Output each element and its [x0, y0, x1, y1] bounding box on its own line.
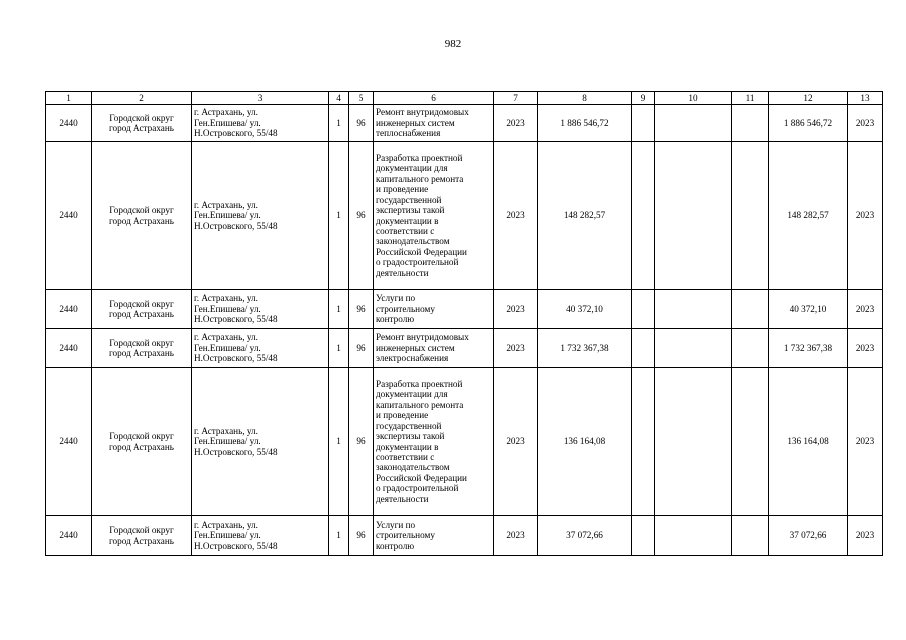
col11-cell	[732, 290, 769, 329]
address-text: г. Астрахань, ул. Ген.Епишева/ ул. Н.Островского, 55/48	[194, 332, 278, 364]
col9-cell	[632, 329, 655, 368]
col5-cell: 96	[349, 105, 374, 142]
code-cell: 2440	[46, 105, 92, 142]
address-cell	[192, 142, 329, 290]
work-text: Разработка проектной документации для капитального ремонта и проведение государственной экспертизы такой документации в соответствии с законодательством Российской Федерации о градостроительной деятельности	[376, 153, 467, 278]
code-cell: 2440	[46, 516, 92, 556]
cost-cell: 148 282,57	[538, 142, 632, 290]
address-cell	[192, 290, 329, 329]
municipality-text: Городской округ город Астрахань	[109, 431, 174, 452]
total-cell: 136 164,08	[769, 368, 848, 516]
municipality-cell	[92, 142, 192, 290]
work-text: Услуги по строительному контролю	[376, 519, 435, 551]
municipality-text: Городской округ город Астрахань	[109, 337, 174, 358]
municipality-text: Городской округ город Астрахань	[109, 205, 174, 226]
total-cell: 40 372,10	[769, 290, 848, 329]
work-cell	[374, 516, 494, 556]
municipality-text: Городской округ город Астрахань	[109, 525, 174, 546]
work-cell	[374, 142, 494, 290]
table-row	[46, 142, 883, 290]
column-header: 7	[494, 92, 538, 105]
col9-cell	[632, 105, 655, 142]
col4-cell: 1	[329, 290, 349, 329]
cost-cell: 37 072,66	[538, 516, 632, 556]
col5-cell: 96	[349, 329, 374, 368]
municipality-cell	[92, 516, 192, 556]
column-header: 1	[46, 92, 92, 105]
municipality-text: Городской округ город Астрахань	[109, 112, 174, 133]
col9-cell	[632, 290, 655, 329]
municipality-cell	[92, 368, 192, 516]
column-header: 5	[349, 92, 374, 105]
address-cell	[192, 516, 329, 556]
page-number: 982	[444, 38, 462, 50]
total-cell: 1 886 546,72	[769, 105, 848, 142]
work-text: Ремонт внутридомовых инженерных систем теплоснабжения	[376, 107, 469, 139]
year-cell: 2023	[494, 290, 538, 329]
address-cell	[192, 368, 329, 516]
municipality-cell	[92, 329, 192, 368]
work-text: Услуги по строительному контролю	[376, 293, 435, 325]
table-row	[46, 105, 883, 142]
year-cell: 2023	[494, 516, 538, 556]
col4-cell: 1	[329, 105, 349, 142]
cost-cell: 1 732 367,38	[538, 329, 632, 368]
address-text: г. Астрахань, ул. Ген.Епишева/ ул. Н.Островского, 55/48	[194, 425, 278, 457]
col11-cell	[732, 516, 769, 556]
table-row	[46, 368, 883, 516]
col4-cell: 1	[329, 329, 349, 368]
col11-cell	[732, 105, 769, 142]
cost-cell: 40 372,10	[538, 290, 632, 329]
col11-cell	[732, 368, 769, 516]
col4-cell: 1	[329, 142, 349, 290]
code-cell: 2440	[46, 368, 92, 516]
column-header: 11	[732, 92, 769, 105]
col11-cell	[732, 329, 769, 368]
year-end-cell: 2023	[848, 329, 883, 368]
year-end-cell: 2023	[848, 516, 883, 556]
col10-cell	[655, 516, 732, 556]
work-text: Ремонт внутридомовых инженерных систем электроснабжения	[376, 332, 469, 364]
total-cell: 37 072,66	[769, 516, 848, 556]
col10-cell	[655, 368, 732, 516]
work-text: Разработка проектной документации для капитального ремонта и проведение государственной экспертизы такой документации в соответствии с законодательством Российской Федерации о градостроительной деятельности	[376, 379, 467, 504]
year-end-cell: 2023	[848, 105, 883, 142]
year-end-cell: 2023	[848, 290, 883, 329]
works-table	[45, 91, 883, 556]
column-header: 13	[848, 92, 883, 105]
col4-cell: 1	[329, 516, 349, 556]
column-header: 10	[655, 92, 732, 105]
year-cell: 2023	[494, 105, 538, 142]
col9-cell	[632, 516, 655, 556]
table-row	[46, 329, 883, 368]
col5-cell: 96	[349, 142, 374, 290]
col10-cell	[655, 329, 732, 368]
table-row	[46, 290, 883, 329]
address-text: г. Астрахань, ул. Ген.Епишева/ ул. Н.Островского, 55/48	[194, 293, 278, 325]
year-cell: 2023	[494, 368, 538, 516]
col10-cell	[655, 105, 732, 142]
work-cell	[374, 105, 494, 142]
address-text: г. Астрахань, ул. Ген.Епишева/ ул. Н.Островского, 55/48	[194, 199, 278, 231]
column-header: 8	[538, 92, 632, 105]
header-row	[46, 92, 883, 105]
column-header: 4	[329, 92, 349, 105]
code-cell: 2440	[46, 142, 92, 290]
municipality-cell	[92, 290, 192, 329]
column-header: 9	[632, 92, 655, 105]
address-cell	[192, 329, 329, 368]
year-cell: 2023	[494, 142, 538, 290]
column-header: 2	[92, 92, 192, 105]
total-cell: 148 282,57	[769, 142, 848, 290]
year-cell: 2023	[494, 329, 538, 368]
table-row	[46, 516, 883, 556]
code-cell: 2440	[46, 329, 92, 368]
col10-cell	[655, 290, 732, 329]
municipality-cell	[92, 105, 192, 142]
year-end-cell: 2023	[848, 142, 883, 290]
col4-cell: 1	[329, 368, 349, 516]
municipality-text: Городской округ город Астрахань	[109, 298, 174, 319]
col5-cell: 96	[349, 368, 374, 516]
cost-cell: 136 164,08	[538, 368, 632, 516]
work-cell	[374, 368, 494, 516]
address-cell	[192, 105, 329, 142]
col11-cell	[732, 142, 769, 290]
code-cell: 2440	[46, 290, 92, 329]
col5-cell: 96	[349, 516, 374, 556]
work-cell	[374, 329, 494, 368]
work-cell	[374, 290, 494, 329]
column-header: 3	[192, 92, 329, 105]
year-end-cell: 2023	[848, 368, 883, 516]
column-header: 12	[769, 92, 848, 105]
col5-cell: 96	[349, 290, 374, 329]
col10-cell	[655, 142, 732, 290]
address-text: г. Астрахань, ул. Ген.Епишева/ ул. Н.Островского, 55/48	[194, 107, 278, 139]
col9-cell	[632, 142, 655, 290]
col9-cell	[632, 368, 655, 516]
cost-cell: 1 886 546,72	[538, 105, 632, 142]
address-text: г. Астрахань, ул. Ген.Епишева/ ул. Н.Островского, 55/48	[194, 519, 278, 551]
column-header: 6	[374, 92, 494, 105]
total-cell: 1 732 367,38	[769, 329, 848, 368]
